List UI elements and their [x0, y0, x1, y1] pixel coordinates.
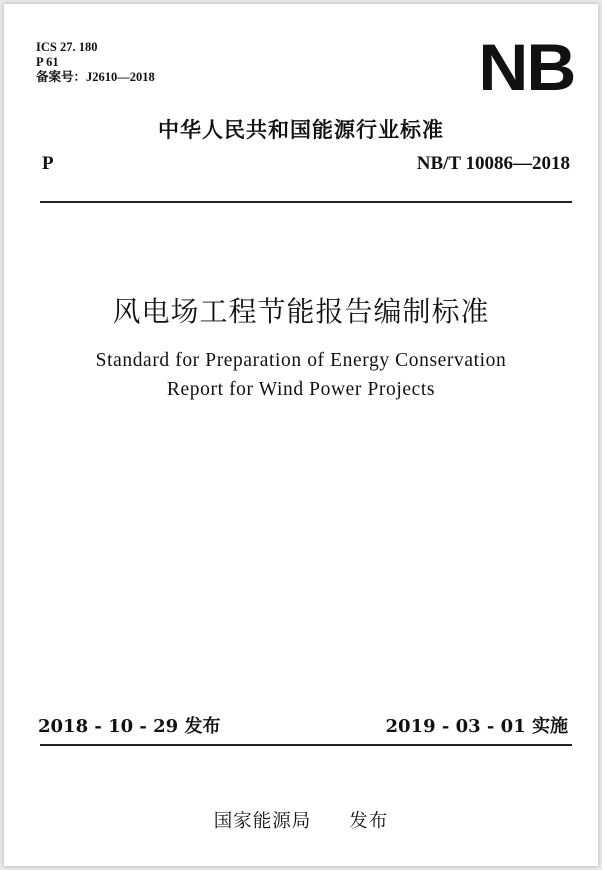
industry-standard-title: 中华人民共和国能源行业标准 [158, 118, 444, 142]
title-english-line-2: Report for Wind Power Projects [166, 379, 436, 400]
bottom-divider [40, 744, 572, 746]
nb-logo: NB [478, 30, 574, 104]
title-english-line-1: Standard for Preparation of Energy Conservation [95, 350, 507, 371]
ics-code: ICS 27. 180 [36, 40, 98, 54]
record-number: 备案号：J2610—2018 [36, 70, 155, 84]
publisher-line [4, 807, 598, 833]
issue-date: 2018 - 10 - 29 发布 [38, 716, 221, 737]
classification-code: P [42, 153, 54, 174]
standard-cover-page [4, 4, 598, 866]
cover-meta-block [36, 40, 155, 85]
title-english [4, 346, 598, 404]
publisher-org: 国家能源局 [213, 811, 312, 832]
publisher-action: 发布 [349, 811, 389, 832]
implementation-date: 2019 - 03 - 01 实施 [385, 716, 568, 737]
standard-number: NB/T 10086—2018 [416, 153, 570, 174]
top-divider [40, 201, 572, 203]
ccs-code: P 61 [36, 55, 59, 69]
title-chinese: 风电场工程节能报告编制标准 [112, 295, 490, 328]
